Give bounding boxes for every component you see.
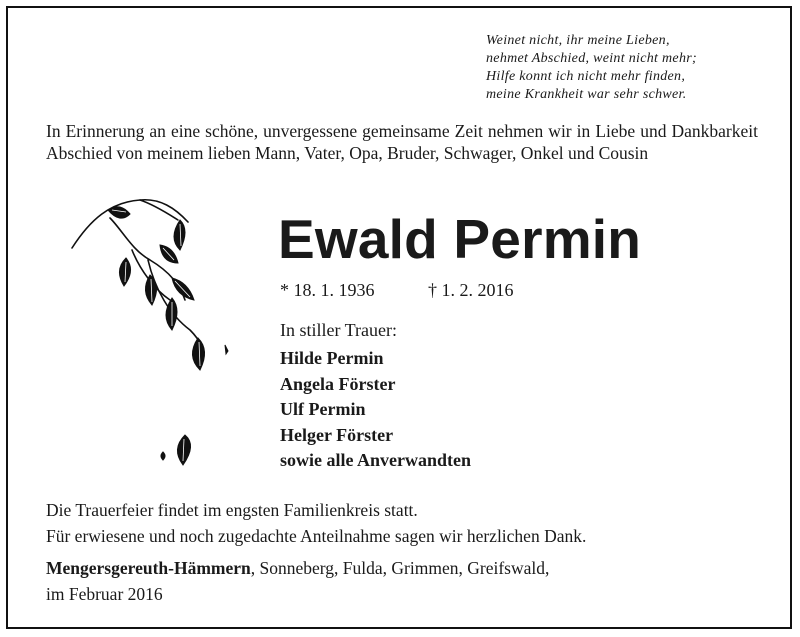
- life-dates: [280, 280, 514, 301]
- mourner-name: Helger Förster: [280, 424, 394, 445]
- deceased-name: Ewald Permin: [278, 208, 642, 270]
- birch-branch-icon: [60, 190, 240, 490]
- poem: [486, 32, 776, 104]
- mourners-list: [280, 346, 471, 474]
- funeral-notice: [46, 497, 586, 549]
- intro-text: In Erinnerung an eine schöne, unvergessene gemeinsame Zeit nehmen wir in Liebe und Dankbarkeit Abschied von meinem lieben Mann, Vater, Opa, Bruder, Schwager, Onkel und Cousin: [46, 121, 758, 163]
- mourner-name: Hilde Permin: [280, 348, 384, 368]
- poem-line: nehmet Abschied, weint nicht mehr;: [486, 51, 697, 66]
- mourner-name: Angela Förster: [280, 373, 396, 394]
- poem-line: meine Krankheit war sehr schwer.: [486, 87, 687, 102]
- mourner-name: Ulf Permin: [280, 399, 366, 420]
- notice-date: im Februar 2016: [46, 584, 163, 604]
- death-date: † 1. 2. 2016: [428, 280, 514, 300]
- funeral-text: Die Trauerfeier findet im engsten Familienkreis statt.: [46, 500, 418, 520]
- poem-line: Weinet nicht, ihr meine Lieben,: [486, 33, 670, 48]
- birth-date: * 18. 1. 1936: [280, 280, 375, 300]
- mourner-name: sowie alle Anverwandten: [280, 450, 471, 471]
- places-line: [46, 555, 549, 581]
- other-places: , Sonneberg, Fulda, Grimmen, Greifswald,: [250, 558, 550, 578]
- place-and-date: [46, 555, 549, 607]
- primary-place: Mengersgereuth-Hämmern: [46, 558, 251, 578]
- poem-line: Hilfe konnt ich nicht mehr finden,: [486, 69, 686, 84]
- thanks-text: Für erwiesene und noch zugedachte Anteilnahme sagen wir herzlichen Dank.: [46, 526, 587, 546]
- mourners-label: In stiller Trauer:: [280, 320, 397, 340]
